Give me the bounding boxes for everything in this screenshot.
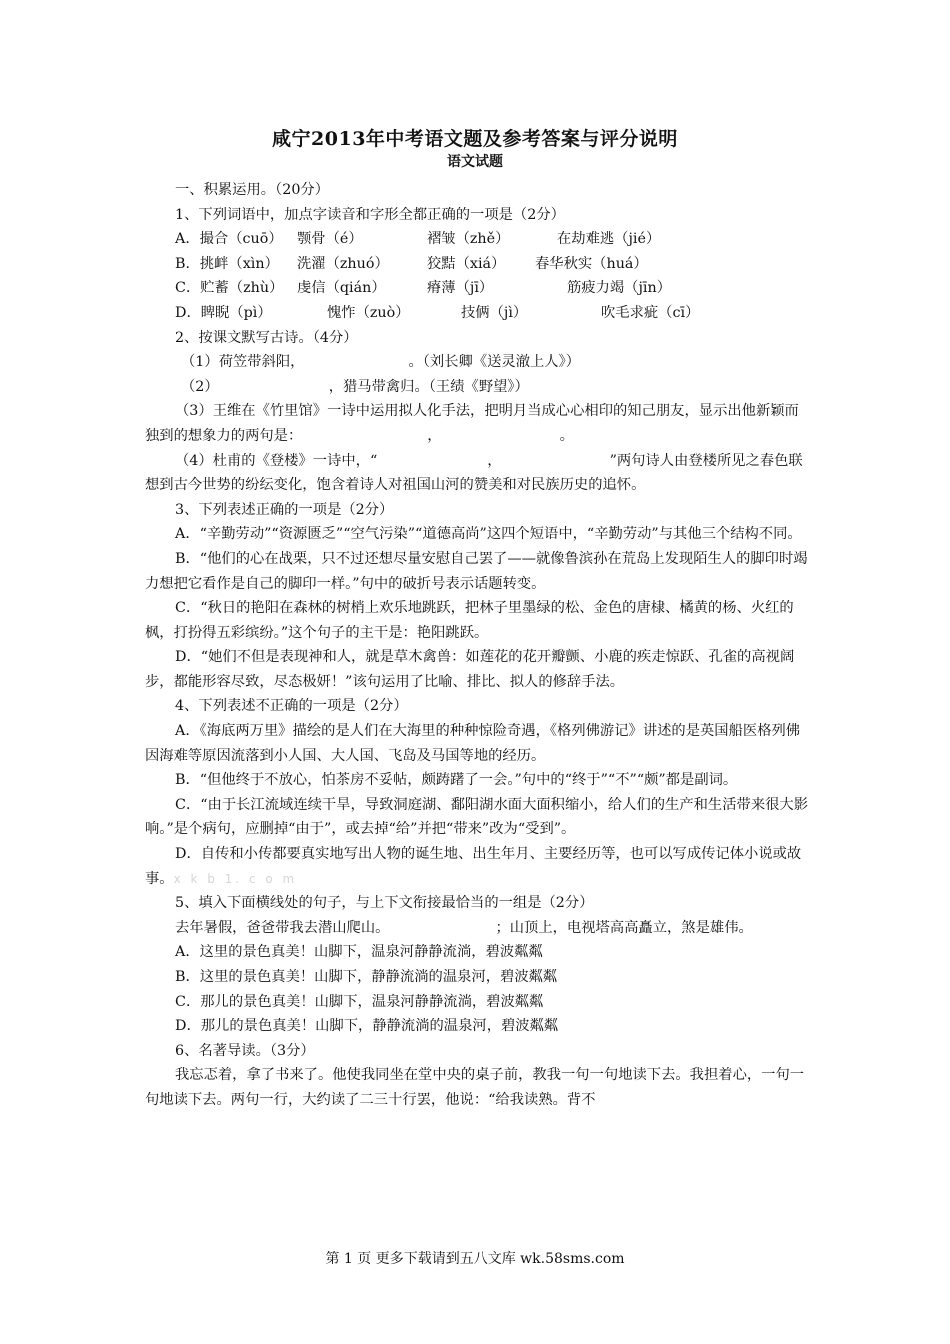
q2-l4-comma: ， <box>487 452 502 469</box>
q1-b-1: B．挑衅（xìn） <box>175 255 279 272</box>
q4-option-c: C．“由于长江流域连续干旱，导致洞庭湖、鄱阳湖水面大面积缩小，给人们的生产和生活带来很大影响。”是个病句，应删掉“由于”，或去掉“给”并把“带来”改为“受到”。 <box>145 796 809 838</box>
q3-stem: 3、下列表述正确的一项是（2分） <box>175 501 394 518</box>
q1-c-1: C．贮蓄（zhù） <box>175 280 284 297</box>
q1-option-d <box>145 301 810 326</box>
q2-stem: 2、按课文默写古诗。（4分） <box>175 329 358 346</box>
q1-c-2: 虔信（qián） <box>297 280 386 297</box>
q4-d-text: D．自传和小传都要真实地写出人物的诞生地、出生年月、主要经历等，也可以写成传记体小说或故事。 <box>145 846 802 887</box>
q1-a-1: A．撮合（cuō） <box>175 231 283 248</box>
q2-l3-text: （3）王维在《竹里馆》一诗中运用拟人化手法，把明月当成心心相印的知己朋友，显示出他新颖而独到的想象力的两句是： <box>145 403 799 444</box>
q1-d-3: 技俩（jì） <box>461 304 528 321</box>
q1-a-2: 颚骨（é） <box>297 231 363 248</box>
document-body <box>145 178 810 1113</box>
q5-ctx-a: 去年暑假，爸爸带我去潜山爬山。 <box>175 919 390 936</box>
q1-d-2: 愧怍（zuò） <box>327 304 410 321</box>
q2-line-2 <box>145 375 810 400</box>
q3-option-c: C．“秋日的艳阳在森林的树梢上欢乐地跳跃，把林子里墨绿的松、金色的唐棣、橘黄的杨、火红的枫，打扮得五彩缤纷。”这个句子的主干是：艳阳跳跃。 <box>145 600 794 641</box>
q1-d-1: D．睥睨（pì） <box>175 304 272 321</box>
q1-b-2: 洗濯（zhuó） <box>297 255 389 272</box>
q2-l4-rest: ”两句诗人由登楼所见之春色联想到古今世势的纷纭变化，饱含着诗人对祖国山河的赞美和对民族历史的追怀。 <box>145 452 803 494</box>
q5-ctx-b: ；山顶上，电视塔高高矗立，煞是雄伟。 <box>495 919 753 936</box>
q1-c-3: 瘠薄（jī） <box>427 280 494 297</box>
q3-option-d: D．“她们不但是表现神和人，就是草木禽兽：如莲花的花开瓣颤、小鹿的疾走惊跃、孔雀的高视阔步，都能形容尽致，尽态极妍！”该句运用了比喻、排比、拟人的修辞手法。 <box>145 649 795 690</box>
q1-a-3: 褶皱（zhě） <box>427 231 510 248</box>
q2-l1-text: （1）荷笠带斜阳， <box>181 354 305 371</box>
q3-option-a: A．“辛勤劳动”“资源匮乏”“空气污染”“道德高尚”这四个短语中，“辛勤劳动”与其他三个结构不同。 <box>175 526 802 543</box>
q2-l3-period: 。 <box>559 427 574 444</box>
document-title: 咸宁2013年中考语文题及参考答案与评分说明 <box>272 128 678 150</box>
q1-b-3: 狡黠（xiá） <box>427 255 506 272</box>
q5-option-c: C．那儿的景色真美！山脚下，温泉河静静流淌，碧波粼粼 <box>175 993 544 1010</box>
q2-l1-source: 。（刘长卿《送灵澈上人》） <box>408 354 581 371</box>
q5-option-a: A．这里的景色真美！山脚下，温泉河静静流淌，碧波粼粼 <box>175 944 543 961</box>
q1-option-b <box>145 252 810 277</box>
q4-option-a: A．《海底两万里》描绘的是人们在大海里的种种惊险奇遇，《格列佛游记》讲述的是英国船医格列佛因海难等原因流落到小人国、大人国、飞岛及马国等地的经历。 <box>145 723 801 764</box>
q2-l4-text: （4）杜甫的《登楼》一诗中，“ <box>175 452 378 469</box>
q2-l3-comma: ， <box>427 427 442 444</box>
page-footer: 第 1 页 更多下载请到五八文库 wk.58sms.com <box>325 1251 625 1267</box>
q1-d-4: 吹毛求疵（cī） <box>601 304 700 321</box>
q2-line-3 <box>145 399 810 448</box>
watermark: x k b 1. c o m <box>173 871 298 886</box>
q1-c-4: 筋疲力竭（jīn） <box>567 280 671 297</box>
q5-option-b: B．这里的景色真美！山脚下，静静流淌的温泉河，碧波粼粼 <box>175 969 558 985</box>
q2-l2-num: （2） <box>181 378 219 395</box>
q2-line-4 <box>145 449 810 498</box>
section-heading: 一、积累运用。（20分） <box>175 182 330 198</box>
q1-a-4: 在劫难逃（jié） <box>557 231 661 248</box>
document-subtitle: 语文试题 <box>447 154 503 170</box>
q1-stem: 1、下列词语中，加点字读音和字形全都正确的一项是（2分） <box>175 206 565 223</box>
q4-option-d <box>145 842 810 891</box>
q5-stem: 5、填入下面横线处的句子，与上下文衔接最恰当的一组是（2分） <box>175 895 594 912</box>
q4-option-b: B．“但他终于不放心，怕茶房不妥帖，颇踌躇了一会。”句中的“终于”“不”“颇”都是副词。 <box>175 772 738 789</box>
q2-l2-text: ，猎马带禽归。（王绩《野望》） <box>328 378 529 395</box>
q1-b-4: 春华秋实（huá） <box>535 255 648 272</box>
q3-option-b: B．“他们的心在战栗，只不过还想尽量安慰自己罢了——就像鲁滨孙在荒岛上发现陌生人的脚印时竭力想把它看作是自己的脚印一样。”句中的破折号表示话题转变。 <box>145 550 808 592</box>
q4-stem: 4、下列表述不正确的一项是（2分） <box>175 698 408 715</box>
q6-passage: 我忘忑着，拿了书来了。他使我同坐在堂中央的桌子前，教我一句一句地读下去。我担着心，一句一句地读下去。两句一行，大约读了二三十行罢，他说：“给我读熟。背不 <box>145 1067 805 1108</box>
q2-line-1 <box>145 350 810 375</box>
q1-option-a <box>145 227 810 252</box>
q5-option-d: D．那儿的景色真美！山脚下，静静流淌的温泉河，碧波粼粼 <box>175 1018 559 1035</box>
q5-context <box>145 916 810 941</box>
q6-stem: 6、名著导读。（3分） <box>175 1042 315 1059</box>
q1-option-c <box>145 276 810 301</box>
